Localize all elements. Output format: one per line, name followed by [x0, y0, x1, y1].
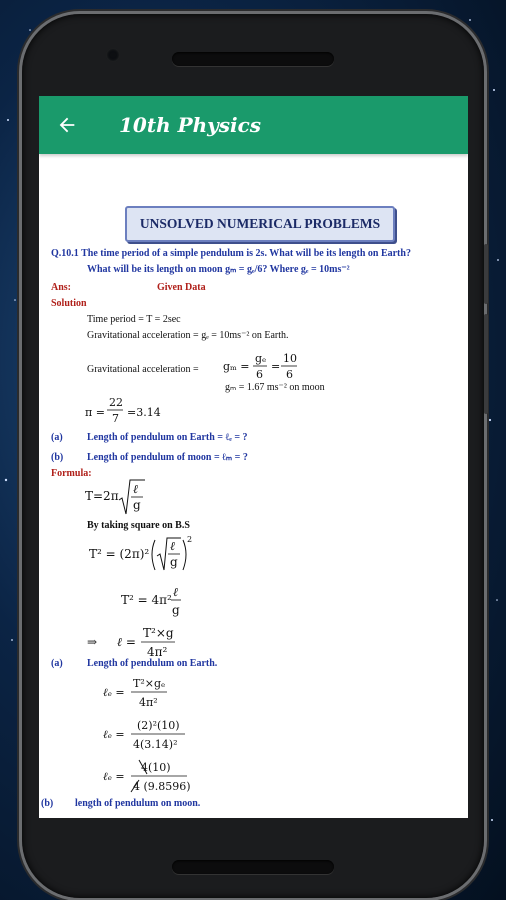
svg-text:g: g: [172, 603, 180, 617]
svg-text:4(10): 4(10): [141, 761, 171, 774]
given-data-label: Given Data: [157, 282, 206, 293]
back-button[interactable]: [39, 96, 95, 154]
svg-text:4(3.14)²: 4(3.14)²: [133, 738, 178, 751]
svg-text:4 (9.8596): 4 (9.8596): [133, 780, 191, 793]
svg-text:=: =: [271, 360, 281, 373]
svg-text:π =: π =: [85, 406, 105, 419]
part-a-title: Length of pendulum on Earth.: [87, 658, 218, 669]
svg-text:T² = (2π)²: T² = (2π)²: [89, 547, 150, 561]
question-line-1: Q.10.1 The time period of a simple pendulum is 2s. What will be its length on Earth?: [51, 248, 411, 259]
svg-text:T²×g: T²×g: [143, 626, 174, 640]
find-a-marker: (a): [51, 432, 63, 443]
svg-text:T² = 4π²: T² = 4π²: [121, 593, 172, 607]
find-a-text: Length of pendulum on Earth = ℓₑ = ?: [87, 432, 248, 443]
svg-text:g: g: [170, 555, 178, 569]
given-time-period: Time period = T = 2sec: [87, 314, 181, 325]
question-line-2: What will be its length on moon gₘ = gₑ/6? Where gₑ = 10ms⁻²: [87, 264, 350, 275]
find-b-text: Length of pendulum of moon = ℓₘ = ?: [87, 452, 248, 463]
svg-text:gₘ =: gₘ =: [223, 360, 250, 373]
part-b-title: length of pendulum on moon.: [75, 798, 201, 809]
solution-label: Solution: [51, 298, 87, 309]
svg-text:ℓₑ =: ℓₑ =: [103, 728, 125, 741]
part-b-marker: (b): [41, 798, 54, 809]
volume-button: [484, 314, 488, 414]
power-button: [484, 244, 488, 304]
part-a-step-1: [103, 670, 203, 714]
given-accel-moon-value: gₘ = 1.67 ms⁻² on moon: [225, 382, 325, 393]
ans-label: Ans:: [51, 282, 72, 293]
svg-text:ℓₑ =: ℓₑ =: [103, 686, 125, 699]
svg-text:gₑ: gₑ: [255, 352, 267, 365]
svg-text:4π²: 4π²: [147, 645, 168, 659]
t-squared-equation: [121, 582, 201, 622]
part-a-marker: (a): [51, 658, 63, 669]
section-banner: UNSOLVED NUMERICAL PROBLEMS: [125, 206, 395, 242]
formula-period: [83, 476, 163, 520]
svg-text:2: 2: [187, 535, 193, 544]
find-b-marker: (b): [51, 452, 64, 463]
svg-text:6: 6: [256, 368, 263, 381]
svg-text:22: 22: [109, 396, 123, 409]
svg-text:10: 10: [283, 352, 297, 365]
svg-text:T=2π: T=2π: [85, 489, 119, 503]
back-arrow-icon: [56, 114, 78, 136]
svg-text:ℓ =: ℓ =: [117, 635, 136, 649]
svg-text:⇒: ⇒: [87, 635, 98, 649]
app-title: 10th Physics: [119, 113, 262, 137]
svg-text:ℓ: ℓ: [170, 539, 175, 553]
part-a-step-3: [103, 754, 203, 804]
svg-text:ℓ: ℓ: [133, 482, 138, 496]
squared-equation: [89, 532, 199, 578]
svg-text:6: 6: [286, 368, 293, 381]
formula-label: Formula:: [51, 468, 92, 479]
svg-text:7: 7: [112, 412, 119, 425]
by-square-label: By taking square on B.S: [87, 520, 190, 531]
svg-text:g: g: [133, 498, 141, 512]
svg-text:=3.14: =3.14: [127, 406, 161, 419]
svg-text:(2)²(10): (2)²(10): [137, 719, 180, 732]
svg-text:ℓₑ =: ℓₑ =: [103, 770, 125, 783]
part-a-step-2: [103, 712, 203, 756]
bottom-speaker: [172, 860, 334, 874]
svg-text:4π²: 4π²: [139, 696, 158, 709]
pi-value: [83, 392, 163, 432]
given-accel-moon-label: Gravitational acceleration =: [87, 364, 199, 375]
top-speaker: [172, 52, 334, 66]
app-bar: [39, 96, 468, 154]
svg-text:ℓ: ℓ: [173, 585, 178, 599]
app-screen: [39, 96, 468, 818]
given-accel-earth: Gravitational acceleration = gₑ = 10ms⁻² on Earth.: [87, 330, 289, 341]
svg-text:T²×gₑ: T²×gₑ: [133, 677, 166, 690]
front-camera: [106, 48, 120, 62]
